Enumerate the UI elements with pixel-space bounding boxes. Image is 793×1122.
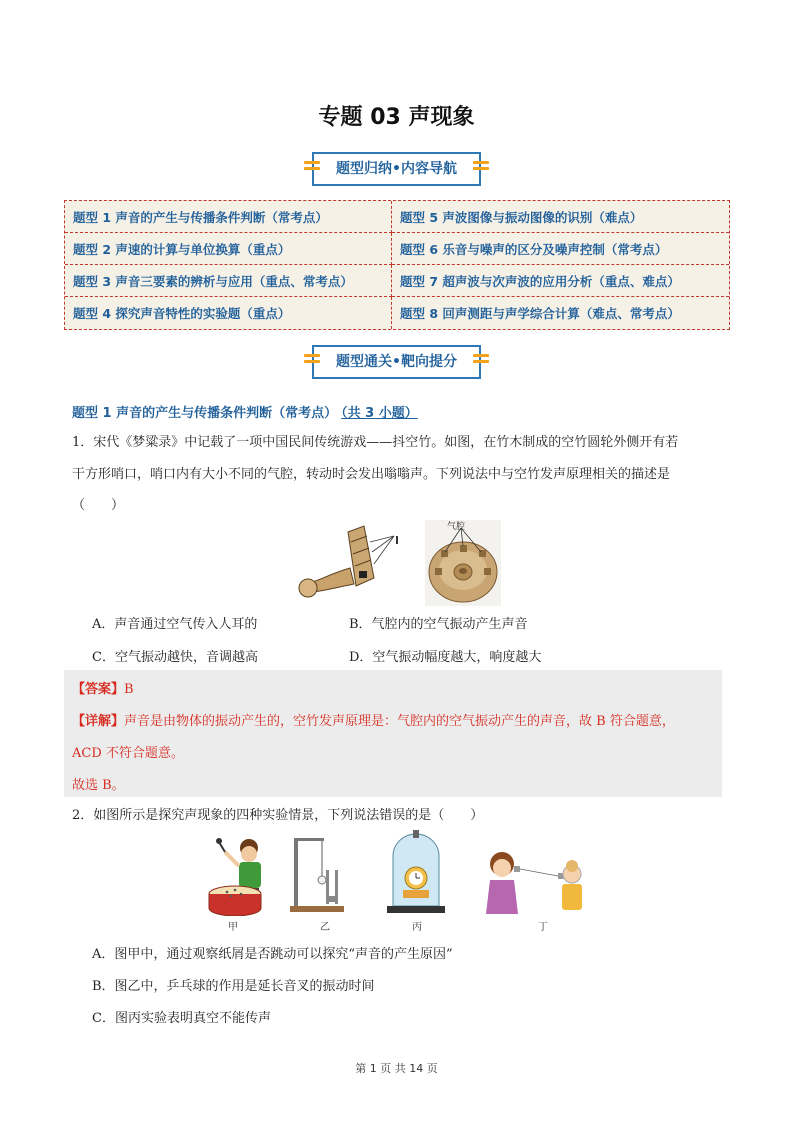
air-cavity-figure — [425, 520, 501, 606]
banner-deco-icon — [304, 354, 320, 370]
detail-line-2: ACD 不符合题意。 — [72, 746, 184, 761]
fig-caption-jia: 甲 — [228, 922, 238, 933]
detail-text: 声音是由物体的振动产生的，空竹发声原理是：气腔内的空气振动产生的声音，故 B 符合题意， — [124, 714, 675, 729]
q1-line-3: （ ） — [72, 498, 125, 513]
section-title: 题型 1 声音的产生与传播条件判断（常考点） — [72, 406, 338, 421]
q1-line-1: 1．宋代《梦粱录》中记载了一项中国民间传统游戏——抖空竹。如图，在竹木制成的空竹圆轮外侧开有若 — [72, 435, 679, 450]
section-heading — [72, 402, 418, 421]
fig-label: 气腔 — [447, 522, 466, 532]
answer-tag: 【答案】 — [72, 682, 125, 697]
nav-banner — [0, 152, 793, 186]
fig-caption-yi: 乙 — [320, 922, 330, 933]
nav-item[interactable]: 题型 3 声音三要素的辨析与应用（重点、常考点） — [65, 265, 392, 297]
nav-item[interactable]: 题型 2 声速的计算与单位换算（重点） — [65, 233, 392, 265]
section-count-link[interactable]: （共 3 小题） — [341, 406, 418, 421]
q2-option-b[interactable]: B．图乙中，乒乓球的作用是延长音叉的振动时间 — [92, 979, 375, 994]
q1-option-b[interactable]: B．气腔内的空气振动产生声音 — [349, 617, 528, 632]
page-footer: 第 1 页 共 14 页 — [355, 1062, 438, 1075]
bell-jar-figure — [385, 830, 447, 916]
tuning-fork-figure — [288, 832, 350, 916]
practice-banner — [0, 345, 793, 379]
q1-line-2: 干方形哨口，哨口内有大小不同的气腔，转动时会发出嗡嗡声。下列说法中与空竹发声原理相关的描述是 — [72, 467, 671, 482]
nav-item[interactable]: 题型 1 声音的产生与传播条件判断（常考点） — [65, 201, 392, 233]
drum-figure — [205, 832, 277, 916]
fig-caption-bing: 丙 — [412, 922, 422, 933]
banner-deco-icon — [473, 354, 489, 370]
q1-option-a[interactable]: A．声音通过空气传入人耳的 — [92, 617, 258, 632]
q2-option-c[interactable]: C．图丙实验表明真空不能传声 — [92, 1011, 271, 1026]
nav-item[interactable]: 题型 6 乐音与噪声的区分及噪声控制（常考点） — [392, 233, 729, 265]
answer-box — [64, 670, 722, 797]
conclusion-line: 故选 B。 — [72, 778, 125, 793]
nav-item[interactable]: 题型 4 探究声音特性的实验题（重点） — [65, 297, 392, 329]
detail-tag: 【详解】 — [72, 714, 125, 729]
detail-line — [72, 710, 675, 729]
q2-stem: 2．如图所示是探究声现象的四种实验情景，下列说法错误的是（ ） — [72, 808, 484, 823]
banner-deco-icon — [304, 161, 320, 177]
nav-table — [64, 200, 730, 330]
string-phone-figure — [478, 850, 588, 916]
q2-option-a[interactable]: A．图甲中，通过观察纸屑是否跳动可以探究“声音的产生原因” — [92, 947, 453, 962]
nav-banner-label: 题型归纳•内容导航 — [336, 161, 457, 177]
page-title: 专题 03 声现象 — [318, 105, 475, 130]
practice-banner-label: 题型通关•靶向提分 — [336, 354, 457, 370]
answer-value: B — [124, 682, 134, 697]
q1-option-c[interactable]: C．空气振动越快，音调越高 — [92, 650, 258, 665]
fig-caption-ding: 丁 — [538, 922, 548, 933]
nav-item[interactable]: 题型 5 声波图像与振动图像的识别（难点） — [392, 201, 729, 233]
diabolo-figure — [290, 522, 410, 606]
answer-line — [72, 678, 134, 697]
banner-deco-icon — [473, 161, 489, 177]
nav-item[interactable]: 题型 7 超声波与次声波的应用分析（重点、难点） — [392, 265, 729, 297]
q1-option-d[interactable]: D．空气振动幅度越大，响度越大 — [349, 650, 542, 665]
nav-item[interactable]: 题型 8 回声测距与声学综合计算（难点、常考点） — [400, 306, 680, 321]
